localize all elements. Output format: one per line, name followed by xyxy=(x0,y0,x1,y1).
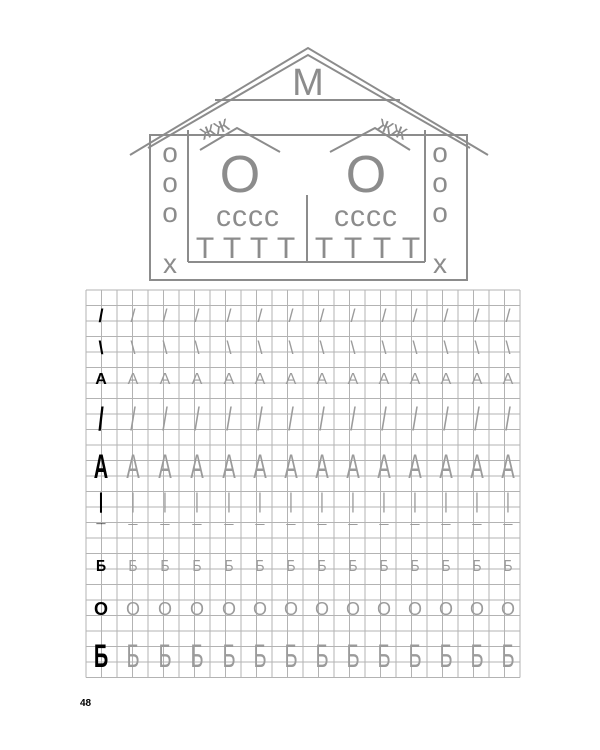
trace-glyph: \ xyxy=(412,338,418,358)
trace-glyph: / xyxy=(505,306,511,326)
trace-glyph: _ xyxy=(410,509,420,526)
eye-left: О xyxy=(219,146,261,204)
trace-glyph: / xyxy=(381,306,387,326)
trace-glyph: А xyxy=(126,447,140,486)
trace-glyph: Б xyxy=(315,638,329,675)
trace-glyph: _ xyxy=(317,509,327,526)
t-letter: Т xyxy=(372,232,392,265)
trace-glyph: | xyxy=(257,488,263,513)
trace-glyph: Б xyxy=(128,558,138,576)
trace-glyph: | xyxy=(319,488,325,513)
trace-glyph: | xyxy=(162,488,168,513)
trace-glyph: | xyxy=(288,488,294,513)
trace-glyph: А xyxy=(316,371,328,388)
trace-glyph: О xyxy=(376,599,392,619)
trace-glyph: А xyxy=(127,371,139,388)
t-letter: Т xyxy=(195,232,215,265)
trace-glyph: О xyxy=(221,599,237,619)
trace-glyph: А xyxy=(346,447,360,486)
trace-glyph: / xyxy=(474,401,480,438)
trace-glyph: | xyxy=(474,488,480,513)
trace-glyph: Б xyxy=(192,558,202,576)
trace-glyph: О xyxy=(345,599,361,619)
trace-glyph: \ xyxy=(162,338,168,358)
trace-glyph: А xyxy=(347,371,359,388)
trace-glyph: О xyxy=(252,599,268,619)
trace-glyph: / xyxy=(194,401,200,438)
trace-glyph: А xyxy=(190,447,204,486)
trace-glyph: Б xyxy=(503,558,513,576)
side-o-right: о xyxy=(432,197,448,228)
trace-glyph: А xyxy=(470,447,484,486)
trace-glyph: О xyxy=(157,599,173,619)
trace-glyph: Б xyxy=(284,638,298,675)
trace-glyph: \ xyxy=(350,338,356,358)
model-glyph: / xyxy=(98,401,104,438)
page-number: 48 xyxy=(80,698,92,709)
trace-glyph: | xyxy=(443,488,449,513)
trace-glyph: _ xyxy=(503,509,513,526)
trace-glyph: Б xyxy=(501,638,515,675)
c-row-right: сссс xyxy=(334,200,398,233)
trace-glyph: \ xyxy=(319,338,325,358)
trace-glyph: | xyxy=(381,488,387,513)
trace-glyph: Б xyxy=(377,638,391,675)
trace-glyph: _ xyxy=(286,509,296,526)
trace-glyph: Б xyxy=(255,558,265,576)
trace-glyph: Б xyxy=(224,558,234,576)
trace-glyph: \ xyxy=(288,338,294,358)
side-x-left: х xyxy=(163,248,177,279)
trace-glyph: _ xyxy=(128,509,138,526)
side-o-left: о xyxy=(162,137,178,168)
trace-glyph: О xyxy=(438,599,454,619)
trace-glyph: О xyxy=(469,599,485,619)
model-glyph: Б xyxy=(95,558,107,576)
trace-glyph: Б xyxy=(472,558,482,576)
trace-glyph: / xyxy=(443,401,449,438)
model-glyph: \ xyxy=(98,338,104,358)
trace-glyph: А xyxy=(284,447,298,486)
trace-glyph: А xyxy=(440,371,452,388)
trace-glyph: / xyxy=(257,306,263,326)
trace-glyph: А xyxy=(439,447,453,486)
trace-glyph: / xyxy=(412,401,418,438)
trace-glyph: _ xyxy=(379,509,389,526)
trace-glyph: _ xyxy=(224,509,234,526)
trace-glyph: | xyxy=(505,488,511,513)
trace-glyph: Б xyxy=(253,638,267,675)
trace-glyph: Б xyxy=(379,558,389,576)
trace-glyph: / xyxy=(130,401,136,438)
trace-glyph: А xyxy=(159,371,171,388)
trace-glyph: / xyxy=(381,401,387,438)
model-glyph: А xyxy=(95,371,107,388)
trace-glyph: | xyxy=(130,488,136,513)
trace-glyph: Б xyxy=(286,558,296,576)
trace-glyph: О xyxy=(189,599,205,619)
t-letter: Т xyxy=(314,232,334,265)
trace-glyph: А xyxy=(253,447,267,486)
trace-glyph: Б xyxy=(160,558,170,576)
trace-glyph: \ xyxy=(130,338,136,358)
brow-letters-right: жж xyxy=(374,110,412,145)
trace-glyph: А xyxy=(254,371,266,388)
trace-glyph: Б xyxy=(470,638,484,675)
trace-glyph: | xyxy=(194,488,200,513)
trace-glyph: \ xyxy=(257,338,263,358)
trace-glyph: | xyxy=(412,488,418,513)
t-letter: Т xyxy=(276,232,296,265)
trace-glyph: / xyxy=(257,401,263,438)
model-glyph: _ xyxy=(96,509,106,526)
trace-glyph: А xyxy=(501,447,515,486)
trace-glyph: Б xyxy=(410,558,420,576)
trace-glyph: / xyxy=(474,306,480,326)
trace-glyph: О xyxy=(407,599,423,619)
trace-glyph: / xyxy=(505,401,511,438)
side-o-right: о xyxy=(432,137,448,168)
trace-glyph: А xyxy=(471,371,483,388)
trace-glyph: \ xyxy=(474,338,480,358)
model-glyph: Б xyxy=(93,638,109,675)
trace-glyph: _ xyxy=(472,509,482,526)
trace-glyph: А xyxy=(158,447,172,486)
trace-glyph: А xyxy=(222,447,236,486)
trace-glyph: / xyxy=(319,306,325,326)
t-letter: Т xyxy=(222,232,242,265)
trace-glyph: \ xyxy=(381,338,387,358)
roof-letter: М xyxy=(292,62,324,104)
side-o-left: о xyxy=(162,167,178,198)
trace-glyph: Б xyxy=(126,638,140,675)
trace-glyph: _ xyxy=(441,509,451,526)
model-glyph: | xyxy=(98,488,104,513)
trace-glyph: А xyxy=(408,447,422,486)
trace-glyph: \ xyxy=(505,338,511,358)
trace-glyph: / xyxy=(162,306,168,326)
brow-letters-left: жж xyxy=(195,110,233,145)
trace-glyph: А xyxy=(285,371,297,388)
model-glyph: / xyxy=(98,306,104,326)
trace-glyph: | xyxy=(350,488,356,513)
trace-glyph: А xyxy=(315,447,329,486)
trace-glyph: / xyxy=(288,306,294,326)
model-glyph: О xyxy=(93,599,109,619)
trace-glyph: О xyxy=(125,599,141,619)
trace-glyph: / xyxy=(130,306,136,326)
trace-glyph: / xyxy=(350,401,356,438)
trace-glyph: А xyxy=(377,447,391,486)
t-letter: Т xyxy=(343,232,363,265)
side-o-left: о xyxy=(162,197,178,228)
trace-glyph: / xyxy=(319,401,325,438)
trace-glyph: / xyxy=(412,306,418,326)
trace-glyph: А xyxy=(409,371,421,388)
trace-glyph: А xyxy=(223,371,235,388)
t-letter: Т xyxy=(249,232,269,265)
trace-glyph: А xyxy=(378,371,390,388)
trace-glyph: _ xyxy=(192,509,202,526)
trace-glyph: О xyxy=(314,599,330,619)
trace-glyph: \ xyxy=(194,338,200,358)
c-row-left: сссс xyxy=(216,200,280,233)
trace-glyph: / xyxy=(226,306,232,326)
trace-glyph: / xyxy=(350,306,356,326)
t-letter: Т xyxy=(401,232,421,265)
trace-glyph: А xyxy=(502,371,514,388)
trace-glyph: / xyxy=(443,306,449,326)
trace-glyph: Б xyxy=(158,638,172,675)
trace-glyph: \ xyxy=(443,338,449,358)
trace-glyph: Б xyxy=(441,558,451,576)
eye-right: О xyxy=(345,146,387,204)
trace-glyph: Б xyxy=(348,558,358,576)
trace-glyph: А xyxy=(191,371,203,388)
trace-glyph: | xyxy=(226,488,232,513)
trace-glyph: \ xyxy=(226,338,232,358)
side-o-right: о xyxy=(432,167,448,198)
side-x-right: х xyxy=(433,248,447,279)
trace-glyph: Б xyxy=(317,558,327,576)
trace-glyph: Б xyxy=(222,638,236,675)
trace-glyph: Б xyxy=(190,638,204,675)
trace-glyph: О xyxy=(500,599,516,619)
model-glyph: А xyxy=(93,447,109,486)
trace-glyph: _ xyxy=(160,509,170,526)
trace-glyph: / xyxy=(226,401,232,438)
trace-glyph: _ xyxy=(348,509,358,526)
trace-glyph: / xyxy=(194,306,200,326)
trace-glyph: / xyxy=(288,401,294,438)
trace-glyph: О xyxy=(283,599,299,619)
trace-glyph: Б xyxy=(408,638,422,675)
trace-glyph: Б xyxy=(346,638,360,675)
trace-glyph: Б xyxy=(439,638,453,675)
trace-glyph: _ xyxy=(255,509,265,526)
trace-glyph: / xyxy=(162,401,168,438)
